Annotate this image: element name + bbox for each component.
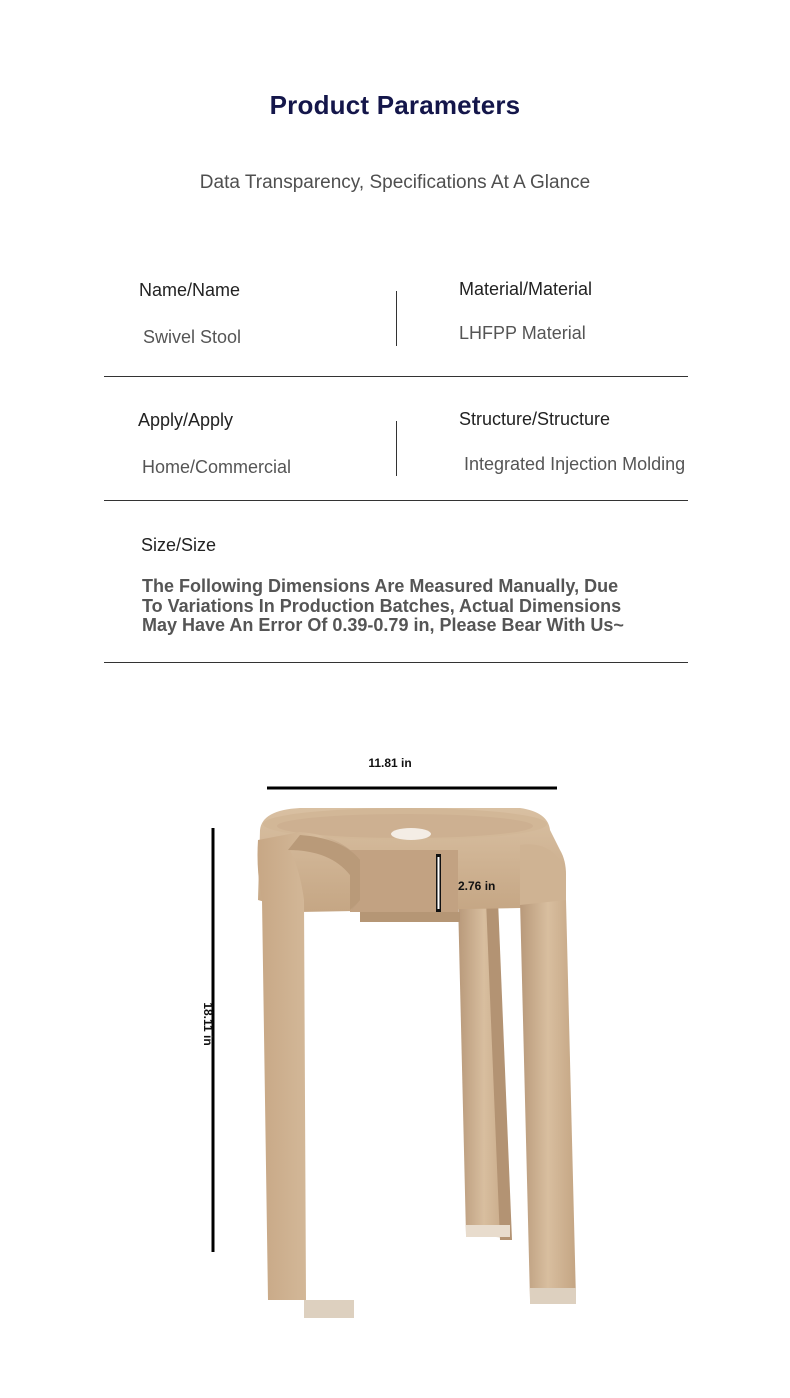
spec-material-label: Material/Material <box>459 279 593 299</box>
row3-separator <box>104 662 688 663</box>
spec-apply-label: Apply/Apply <box>138 410 234 430</box>
row2-separator <box>104 500 688 501</box>
stool-image <box>0 700 790 1340</box>
seat <box>258 808 566 922</box>
spec-apply-value: Home/Commercial <box>142 457 292 477</box>
row1-separator <box>104 376 688 377</box>
row1-divider <box>396 291 397 346</box>
spec-material-value: LHFPP Material <box>459 323 586 343</box>
page-title: Product Parameters <box>269 90 521 120</box>
page-subtitle: Data Transparency, Specifications At A Glance <box>199 172 591 193</box>
width-dimension-label: 11.81 in <box>368 756 412 770</box>
spec-size-note: The Following Dimensions Are Measured Manually, Due To Variations In Production Batches, Actual Dimensions May Have An Error Of 0.39-0.79 in, Please Bear With Us~ <box>142 576 624 635</box>
seat-thickness-dimension-label: 2.76 in <box>458 879 496 893</box>
spec-structure-value: Integrated Injection Molding <box>464 454 686 474</box>
spec-name-label: Name/Name <box>139 280 241 300</box>
height-dimension-label: 18.11 in <box>201 1002 215 1046</box>
spec-size-label: Size/Size <box>141 535 217 555</box>
back-legs <box>276 900 512 1252</box>
spec-structure-label: Structure/Structure <box>459 409 611 429</box>
row2-divider <box>396 421 397 476</box>
spec-name-value: Swivel Stool <box>143 327 242 347</box>
